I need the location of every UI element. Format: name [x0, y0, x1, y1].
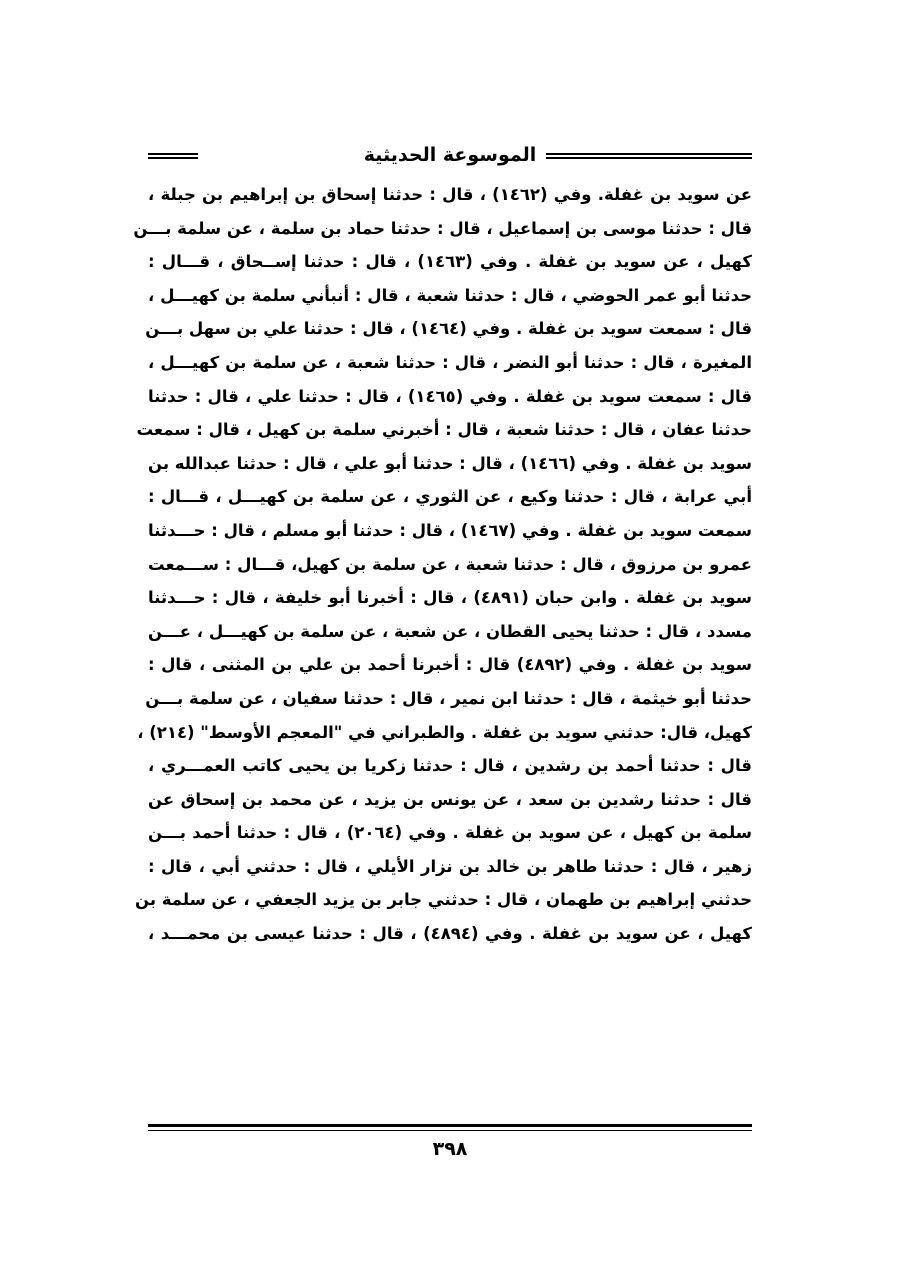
page-header	[148, 140, 752, 176]
text-line: كهيل، قال: حدثني سويد بن غفلة . والطبراني في "المعجم الأوسط" (٢١٤) ،	[137, 722, 752, 742]
body-text	[133, 178, 753, 951]
text-line: سويد بن غفلة . وفي (٤٨٩٢) قال : أخبرنا أحمد بن علي بن المثنى ، قال :	[148, 655, 753, 675]
footer-rule	[148, 1124, 752, 1131]
text-line: حدثنا أبو خيثمة ، قال : حدثنا ابن نمير ، قال : حدثنا سفيان ، عن سلمة بـــن	[145, 688, 752, 708]
text-line: كهيل ، عن سويد بن غفلة . وفي (١٤٦٣) ، قال : حدثنا إســحاق ، قـــال :	[148, 252, 752, 272]
text-line: عمرو بن مرزوق ، قال : حدثنا شعبة ، عن سلمة بن كهيل، قـــال : ســـمعت	[148, 554, 752, 574]
text-line: قال : سمعت سويد بن غفلة . وفي (١٤٦٤) ، قال : حدثنا علي بن سهل بـــن	[145, 319, 752, 339]
text-line: المغيرة ، قال : حدثنا أبو النضر ، قال : حدثنا شعبة ، عن سلمة بن كهيـــل ،	[148, 352, 752, 372]
text-line: كهيل ، عن سويد بن غفلة . وفي (٤٨٩٤) ، قال : حدثنا عيسى بن محمـــد ،	[148, 924, 752, 944]
text-line: سمعت سويد بن غفلة . وفي (١٤٦٧) ، قال : حدثنا أبو مسلم ، قال : حـــدثنا	[148, 520, 752, 540]
text-line: قال : سمعت سويد بن غفلة . وفي (١٤٦٥) ، قال : حدثنا علي ، قال : حدثنا	[148, 386, 753, 406]
text-line: قال : حدثنا أحمد بن رشدين ، قال : حدثنا زكريا بن يحيى كاتب العمـــري ،	[148, 756, 752, 776]
header-title: الموسوعة الحديثية	[354, 144, 547, 166]
text-line: قال : حدثنا رشدين بن سعد ، عن يونس بن يزيد ، عن محمد بن إسحاق عن	[148, 789, 752, 809]
text-line: حدثني إبراهيم بن طهمان ، قال : حدثني جابر بن يزيد الجعفي ، عن سلمة بن	[134, 890, 752, 910]
text-line: حدثنا أبو عمر الحوضي ، قال : حدثنا شعبة ، قال : أنبأني سلمة بن كهيـــل ،	[148, 285, 752, 305]
text-line: سويد بن غفلة . وابن حبان (٤٨٩١) ، قال : أخبرنا أبو خليفة ، قال : حـــدثنا	[148, 588, 752, 608]
text-line: أبي عرابة ، قال : حدثنا وكيع ، عن الثوري ، عن سلمة بن كهيـــل ، قـــال :	[148, 487, 752, 507]
text-line: مسدد ، قال : حدثنا يحيى القطان ، عن شعبة ، عن سلمة بن كهيـــل ، عـــن	[148, 621, 752, 641]
header-title-wrap	[148, 140, 752, 170]
text-line: قال : حدثنا موسى بن إسماعيل ، قال : حدثنا حماد بن سلمة ، عن سلمة بـــن	[133, 218, 752, 238]
text-line: زهير ، قال : حدثنا طاهر بن خالد بن نزار الأيلي ، قال : حدثني أبي ، قال :	[148, 856, 752, 876]
text-line: سلمة بن كهيل ، عن سويد بن غفلة . وفي (٢٠٦٤) ، قال : حدثنا أحمد بـــن	[148, 823, 752, 843]
page-number: ٣٩٨	[432, 1138, 468, 1160]
text-line: حدثنا عفان ، قال : حدثنا شعبة ، قال : أخبرني سلمة بن كهيل ، قال : سمعت	[136, 420, 752, 440]
text-line: سويد بن غفلة . وفي (١٤٦٦) ، قال : حدثنا أبو علي ، قال : حدثنا عبدالله بن	[148, 453, 753, 473]
text-line: عن سويد بن غفلة. وفي (١٤٦٢) ، قال : حدثنا إسحاق بن إبراهيم بن جبلة ،	[148, 185, 752, 204]
